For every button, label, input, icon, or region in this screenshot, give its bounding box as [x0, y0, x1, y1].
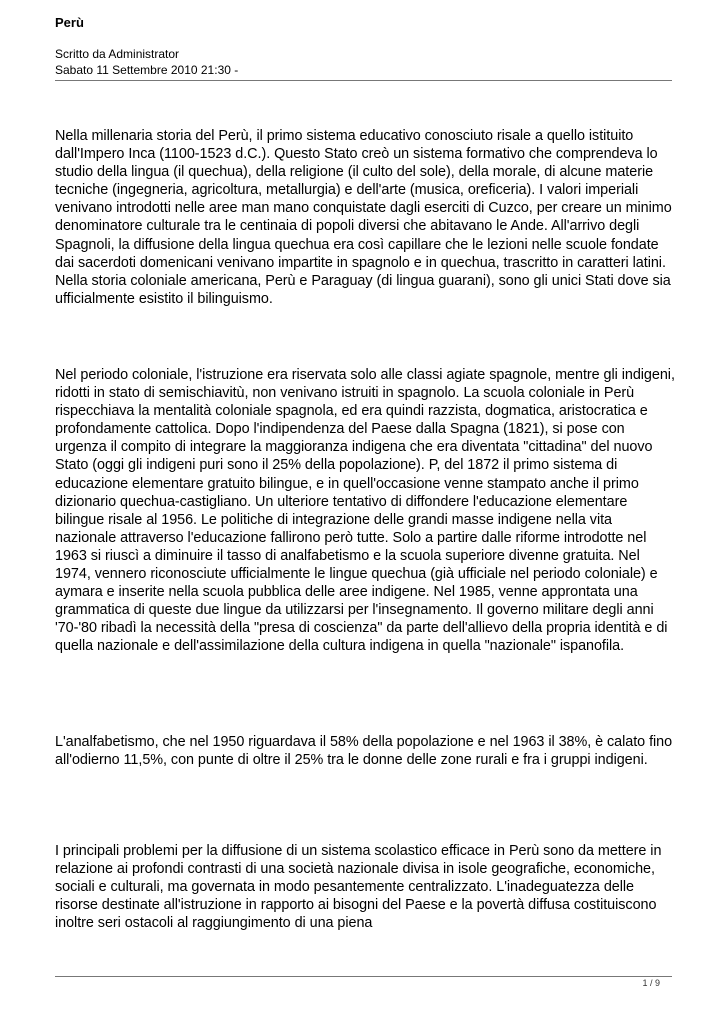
date-line: Sabato 11 Settembre 2010 21:30 - [55, 63, 239, 77]
article-meta [55, 46, 238, 78]
header-divider [55, 80, 672, 81]
paragraph-1: Nella millenaria storia del Perù, il primo sistema educativo conosciuto risale a quello istituito dall'Impero Inca (1100-1523 d.C.). Questo Stato creò un sistema formativo che comprendeva lo studio della lingua (il quechua), della religione (il culto del sole), della morale, di alcune materie tecniche (ingegneria, agricoltura, metallurgia) e dell'arte (musica, oreficeria). I valori imperiali venivano introdotti nelle aree man mano conquistate dagli eserciti di Cuzco, per creare un minimo denominatore culturale tra le centinaia di popoli diversi che abitavano le Ande. All'arrivo degli Spagnoli, la diffusione della lingua quechua era così capillare che le lezioni nelle scuole fondate dai sacerdoti domenicani venivano impartite in spagnolo e in quechua, trascritto in caratteri latini. Nella storia coloniale americana, Perù e Paraguay (di lingua guarani), sono gli unici Stati dove sia ufficialmente esistito il bilinguismo. [55, 128, 672, 307]
paragraph-2: Nel periodo coloniale, l'istruzione era riservata solo alle classi agiate spagnole, mentre gli indigeni, ridotti in stato di semischiavitù, non venivano istruiti in spagnolo. La scuola coloniale in Perù rispecchiava la mentalità coloniale spagnola, ed era quindi razzista, dogmatica, aristocratica e profondamente cattolica. Dopo l'indipendenza del Paese dalla Spagna (1821), si pose con urgenza il compito di integrare la maggioranza indigena che era diventata "cittadina" del nuovo Stato (oggi gli indigeni puri sono il 25% della popolazione). P, del 1872 il primo sistema di educazione elementare gratuito bilingue, e in quell'occasione venne stampato anche il primo dizionario quechua-castigliano. Un ulteriore tentativo di diffondere l'educazione elementare bilingue risale al 1956. Le politiche di integrazione delle grandi masse indigene nella vita nazionale attraverso l'educazione fallirono però tutte. Solo a partire dalle riforme introdotte nel 1963 si riuscì a diminuire il tasso di analfabetismo e la scuola superiore divenne gratuita. Nel 1974, vennero riconosciute ufficialmente le lingue quechua (già ufficiale nel periodo coloniale) e aymara e inserite nella scuola pubblica delle aree indigene. Nel 1985, venne approntata una grammatica di queste due lingue da utilizzarsi per l'insegnamento. Il governo militare degli anni '70-'80 ribadì la necessità della "presa di coscienza" da parte dell'allievo della propria identità e di quella nazionale e dell'assimilazione della cultura indigena in quella "nazionale" ispanofila. [55, 367, 675, 655]
footer-divider [55, 976, 672, 977]
page-title: Perù [55, 15, 84, 30]
paragraph-4: I principali problemi per la diffusione di un sistema scolastico efficace in Perù sono da mettere in relazione ai profondi contrasti di una società nazionale divisa in isole geografiche, economiche, sociali e culturali, ma governata in modo pesantemente centralizzato. L'inadeguatezza delle risorse destinate all'istruzione in rapporto ai bisogni del Paese e la povertà diffusa costituiscono inoltre seri ostacoli al raggiungimento di una piena [55, 843, 662, 932]
author-line: Scritto da Administrator [55, 47, 180, 61]
page-number: 1 / 9 [642, 978, 660, 988]
paragraph-3: L'analfabetismo, che nel 1950 riguardava il 58% della popolazione e nel 1963 il 38%, è calato fino all'odierno 11,5%, con punte di oltre il 25% tra le donne delle zone rurali e fra i gruppi indigeni. [55, 734, 673, 769]
